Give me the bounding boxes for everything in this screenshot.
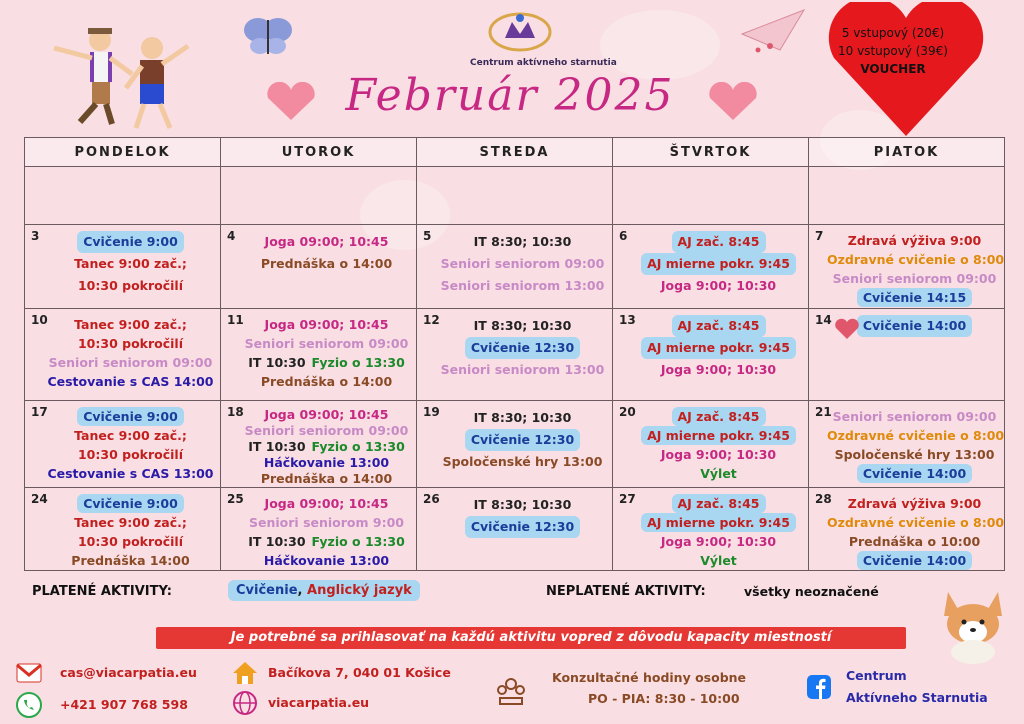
empty-week-row xyxy=(25,167,1005,225)
free-activities-value: všetky neoznačené xyxy=(744,584,879,599)
activity-line xyxy=(827,551,1002,570)
activity-line xyxy=(43,253,218,275)
activity-text: Háčkovanie 13:00 xyxy=(263,455,390,470)
activity-line xyxy=(631,464,806,483)
day-cell xyxy=(613,309,809,401)
activity-text: Cvičenie 14:00 xyxy=(857,464,972,483)
activity-line xyxy=(631,315,806,337)
empty-day-cell xyxy=(221,167,417,225)
activity-line xyxy=(631,494,806,513)
empty-day-cell xyxy=(809,167,1005,225)
home-icon xyxy=(232,660,258,686)
phone-icon xyxy=(16,692,42,718)
day-activities xyxy=(25,401,220,483)
activity-line xyxy=(239,532,414,551)
activity-line xyxy=(435,231,610,253)
meeting-people-icon xyxy=(496,676,526,706)
activity-text: Výlet xyxy=(700,553,737,568)
activity-line xyxy=(239,353,414,372)
free-activities-label: NEPLATENÉ AKTIVITY: xyxy=(546,584,706,599)
activity-text: IT 10:30 xyxy=(248,534,306,549)
weekday-header: ŠTVRTOK xyxy=(613,138,809,167)
day-cell xyxy=(613,401,809,488)
activity-line xyxy=(827,426,1005,445)
activity-text: Háčkovanie 13:00 xyxy=(263,553,390,568)
consultation-hours-title: Konzultačné hodiny osobne xyxy=(552,670,747,685)
website-link[interactable]: viacarpatia.eu xyxy=(268,695,370,710)
day-cell xyxy=(613,225,809,309)
activity-line xyxy=(43,551,218,570)
page-title: Február 2025 xyxy=(345,70,675,121)
day-number: 11 xyxy=(227,313,244,327)
day-number: 4 xyxy=(227,229,236,243)
activity-line xyxy=(239,551,414,570)
activity-text: 10:30 pokročilí xyxy=(77,534,183,549)
activity-line xyxy=(43,334,218,353)
day-activities xyxy=(613,309,808,381)
activity-text: Cestovanie s CAS 13:00 xyxy=(47,466,214,481)
activity-line xyxy=(631,551,806,570)
activity-line xyxy=(43,464,218,483)
activity-line xyxy=(43,426,218,445)
activity-text: Zdravá výživa 9:00 xyxy=(847,496,982,511)
activity-text: Seniori seniorom 09:00 xyxy=(244,423,409,438)
day-number: 24 xyxy=(31,492,48,506)
weekday-header-row xyxy=(25,138,1005,167)
activity-line xyxy=(239,372,414,391)
day-activities xyxy=(417,309,612,381)
day-number: 13 xyxy=(619,313,636,327)
activity-line xyxy=(239,494,414,513)
activity-text: Cvičenie 12:30 xyxy=(465,429,580,451)
day-number: 20 xyxy=(619,405,636,419)
paper-plane-icon xyxy=(740,6,810,56)
activity-text: Joga 9:00; 10:30 xyxy=(660,362,777,377)
day-cell xyxy=(221,401,417,488)
activity-line xyxy=(827,464,1002,483)
day-number: 7 xyxy=(815,229,824,243)
paid-activities-label: PLATENÉ AKTIVITY: xyxy=(32,584,172,599)
activity-text: AJ zač. 8:45 xyxy=(672,315,766,337)
day-activities xyxy=(809,401,1004,483)
activity-line xyxy=(827,532,1002,551)
activity-text: Zdravá výživa 9:00 xyxy=(847,233,982,248)
activity-text: Joga 9:00; 10:30 xyxy=(660,447,777,462)
activity-text: AJ mierne pokr. 9:45 xyxy=(641,253,796,275)
price-10: 10 vstupový (39€) xyxy=(838,44,948,58)
day-cell xyxy=(809,488,1005,571)
activity-line xyxy=(435,451,610,473)
registration-banner: Je potrebné sa prihlasovať na každú aktivitu vopred z dôvodu kapacity miestností xyxy=(156,627,906,649)
day-number: 6 xyxy=(619,229,628,243)
activity-line xyxy=(631,253,806,275)
activity-line xyxy=(239,423,414,439)
day-activities xyxy=(221,488,416,570)
activity-line xyxy=(239,407,414,423)
day-cell xyxy=(417,401,613,488)
day-number: 10 xyxy=(31,313,48,327)
empty-day-cell xyxy=(417,167,613,225)
day-number: 14 xyxy=(815,313,832,327)
activity-line xyxy=(827,288,1002,307)
activity-line xyxy=(435,337,610,359)
activity-line xyxy=(827,494,1002,513)
activity-text: Fyzio o 13:30 xyxy=(311,439,405,454)
day-number: 21 xyxy=(815,405,832,419)
activity-text: Joga 09:00; 10:45 xyxy=(264,234,389,249)
activity-text: AJ mierne pokr. 9:45 xyxy=(641,513,796,532)
day-number: 12 xyxy=(423,313,440,327)
logo-crown-icon xyxy=(485,8,555,52)
day-activities xyxy=(613,401,808,483)
day-cell xyxy=(809,225,1005,309)
paid-activities-pill xyxy=(228,580,420,601)
gmail-icon xyxy=(16,660,42,686)
day-number: 5 xyxy=(423,229,432,243)
activity-line xyxy=(631,513,806,532)
email-link[interactable]: cas@viacarpatia.eu xyxy=(60,665,197,680)
facebook-page-name-2[interactable]: Aktívneho Starnutia xyxy=(846,690,988,705)
phone-number[interactable]: +421 907 768 598 xyxy=(60,697,188,712)
activity-line xyxy=(43,407,218,426)
activity-text: Prednáška 14:00 xyxy=(71,553,190,568)
activity-line xyxy=(43,513,218,532)
activity-text: Seniori seniorom 13:00 xyxy=(440,362,605,377)
activity-text: Seniori seniorom 09:00 xyxy=(832,409,997,424)
activity-text: Joga 09:00; 10:45 xyxy=(264,317,389,332)
day-activities xyxy=(613,488,808,570)
activity-text: Výlet xyxy=(700,466,737,481)
activity-line xyxy=(827,513,1005,532)
activity-line xyxy=(435,253,610,275)
activity-line xyxy=(239,471,414,487)
activity-text: Seniori seniorom 13:00 xyxy=(440,278,605,293)
activity-line xyxy=(239,315,414,334)
activity-line xyxy=(239,455,414,471)
empty-day-cell xyxy=(613,167,809,225)
valentine-heart-icon xyxy=(834,318,860,340)
activity-line xyxy=(43,445,218,464)
activity-text: Prednáška o 10:00 xyxy=(848,534,981,549)
activity-text: 10:30 pokročilí xyxy=(77,278,183,293)
organization-name: Centrum aktívneho starnutia xyxy=(470,58,617,68)
weekday-header: PIATOK xyxy=(809,138,1005,167)
activity-line xyxy=(435,429,610,451)
day-activities xyxy=(221,225,416,275)
activity-text: Seniori seniorom 09:00 xyxy=(244,336,409,351)
day-cell xyxy=(221,309,417,401)
price-list xyxy=(826,24,960,78)
day-number: 3 xyxy=(31,229,40,243)
day-activities xyxy=(809,488,1004,570)
activity-text: Joga 09:00; 10:45 xyxy=(264,407,389,422)
activity-text: IT 8:30; 10:30 xyxy=(473,410,572,425)
day-number: 25 xyxy=(227,492,244,506)
day-activities xyxy=(417,225,612,297)
day-cell xyxy=(221,225,417,309)
activity-line xyxy=(435,275,610,297)
activity-line xyxy=(43,315,218,334)
day-cell xyxy=(25,225,221,309)
activity-text: Spoločenské hry 13:00 xyxy=(442,454,603,469)
activity-line xyxy=(239,334,414,353)
activity-text: AJ zač. 8:45 xyxy=(672,407,766,426)
day-activities xyxy=(613,225,808,297)
price-5: 5 vstupový (20€) xyxy=(841,26,945,40)
activity-text: IT 8:30; 10:30 xyxy=(473,497,572,512)
day-activities xyxy=(25,225,220,297)
price-voucher: VOUCHER xyxy=(860,62,926,76)
activity-line xyxy=(631,445,806,464)
activity-line xyxy=(239,253,414,275)
activity-text: Prednáška o 14:00 xyxy=(260,256,393,271)
activity-text: Cvičenie 14:15 xyxy=(857,288,972,307)
activity-line xyxy=(43,372,218,391)
day-number: 17 xyxy=(31,405,48,419)
day-number: 18 xyxy=(227,405,244,419)
weekday-header: STREDA xyxy=(417,138,613,167)
activity-text: IT 10:30 xyxy=(248,439,306,454)
day-activities xyxy=(809,225,1004,307)
activity-text: IT 8:30; 10:30 xyxy=(473,318,572,333)
activity-text: Joga 09:00; 10:45 xyxy=(264,496,389,511)
activity-text: Tanec 9:00 zač.; xyxy=(74,428,187,443)
empty-day-cell xyxy=(25,167,221,225)
weekday-header: PONDELOK xyxy=(25,138,221,167)
day-number: 26 xyxy=(423,492,440,506)
activity-line xyxy=(631,231,806,253)
activity-text: Spoločenské hry 13:00 xyxy=(834,447,995,462)
day-cell xyxy=(25,488,221,571)
activity-line xyxy=(827,407,1002,426)
week-row xyxy=(25,401,1005,488)
activity-text: Seniori seniorom 9:00 xyxy=(249,515,404,530)
week-row xyxy=(25,225,1005,309)
weekday-header: UTOROK xyxy=(221,138,417,167)
week-row xyxy=(25,488,1005,571)
day-activities xyxy=(417,488,612,538)
activity-line xyxy=(43,532,218,551)
day-cell xyxy=(809,401,1005,488)
activity-line xyxy=(239,231,414,253)
activity-text: AJ mierne pokr. 9:45 xyxy=(641,337,796,359)
activity-line xyxy=(43,494,218,513)
day-activities xyxy=(221,309,416,391)
activity-text: Cvičenie 9:00 xyxy=(77,407,184,426)
activity-text: 10:30 pokročilí xyxy=(77,447,183,462)
activity-line xyxy=(239,439,414,455)
activity-text: Joga 9:00; 10:30 xyxy=(660,278,777,293)
activity-text: Cvičenie 9:00 xyxy=(77,231,184,253)
butterfly-icon xyxy=(240,12,296,60)
address-text: Bačíkova 7, 040 01 Košice xyxy=(268,665,451,680)
facebook-icon xyxy=(806,674,832,700)
activity-line xyxy=(631,407,806,426)
activity-line xyxy=(43,353,218,372)
activity-line xyxy=(827,250,1005,269)
activity-line xyxy=(435,315,610,337)
activity-line xyxy=(631,426,806,445)
legend-separator: , xyxy=(297,583,303,598)
activity-text: Cvičenie 9:00 xyxy=(77,494,184,513)
activity-line xyxy=(43,231,218,253)
day-activities xyxy=(25,309,220,391)
paid-activity-english: Anglický jazyk xyxy=(307,583,412,598)
activity-text: Cestovanie s CAS 14:00 xyxy=(47,374,214,389)
activity-text: Seniori seniorom 09:00 xyxy=(440,256,605,271)
activity-text: Cvičenie 12:30 xyxy=(465,337,580,359)
dancing-seniors-illustration xyxy=(40,18,190,136)
facebook-page-name-1[interactable]: Centrum xyxy=(846,668,907,683)
day-activities xyxy=(25,488,220,570)
activity-text: AJ mierne pokr. 9:45 xyxy=(641,426,796,445)
activity-line xyxy=(827,269,1002,288)
day-activities xyxy=(417,401,612,473)
activity-line xyxy=(239,513,414,532)
activity-line xyxy=(827,445,1002,464)
activity-line xyxy=(435,494,610,516)
activity-text: Seniori seniorom 09:00 xyxy=(48,355,213,370)
organization-logo xyxy=(470,8,617,68)
day-cell xyxy=(613,488,809,571)
day-cell xyxy=(417,225,613,309)
activity-line xyxy=(631,337,806,359)
activity-text: Prednáška o 14:00 xyxy=(260,374,393,389)
activity-text: Fyzio o 13:30 xyxy=(311,534,405,549)
activity-text: Prednáška o 14:00 xyxy=(260,471,393,486)
activity-text: IT 8:30; 10:30 xyxy=(473,234,572,249)
day-activities xyxy=(221,401,416,487)
activity-text: Ozdravné cvičenie o 8:00 xyxy=(827,515,1005,530)
day-cell xyxy=(221,488,417,571)
paid-activity-exercise: Cvičenie xyxy=(236,583,298,598)
activity-line xyxy=(435,516,610,538)
day-cell xyxy=(417,309,613,401)
day-cell xyxy=(25,401,221,488)
activity-text: 10:30 pokročilí xyxy=(77,336,183,351)
activity-text: Ozdravné cvičenie o 8:00 xyxy=(827,428,1005,443)
activity-text: Joga 9:00; 10:30 xyxy=(660,534,777,549)
consultation-hours-value: PO - PIA: 8:30 - 10:00 xyxy=(588,691,740,706)
day-number: 28 xyxy=(815,492,832,506)
day-number: 27 xyxy=(619,492,636,506)
activity-line xyxy=(43,275,218,297)
activity-text: Tanec 9:00 zač.; xyxy=(74,515,187,530)
activity-text: Tanec 9:00 zač.; xyxy=(74,256,187,271)
activity-line xyxy=(631,359,806,381)
activity-line xyxy=(435,359,610,381)
calendar-grid xyxy=(24,137,1005,571)
activity-text: Cvičenie 14:00 xyxy=(857,315,972,337)
activity-text: IT 10:30 xyxy=(248,355,306,370)
heart-icon xyxy=(704,82,762,122)
activity-text: AJ zač. 8:45 xyxy=(672,231,766,253)
day-cell xyxy=(25,309,221,401)
activity-text: Cvičenie 14:00 xyxy=(857,551,972,570)
corgi-illustration xyxy=(938,586,1008,664)
activity-text: Ozdravné cvičenie o 8:00 xyxy=(827,252,1005,267)
day-cell xyxy=(417,488,613,571)
day-number: 19 xyxy=(423,405,440,419)
activity-line xyxy=(435,407,610,429)
activity-text: Cvičenie 12:30 xyxy=(465,516,580,538)
activity-line xyxy=(631,532,806,551)
activity-text: Seniori seniorom 09:00 xyxy=(832,271,997,286)
globe-icon xyxy=(232,690,258,716)
activity-line xyxy=(631,275,806,297)
activity-text: AJ zač. 8:45 xyxy=(672,494,766,513)
activity-text: Tanec 9:00 zač.; xyxy=(74,317,187,332)
activity-line xyxy=(827,231,1002,250)
activity-text: Fyzio o 13:30 xyxy=(311,355,405,370)
